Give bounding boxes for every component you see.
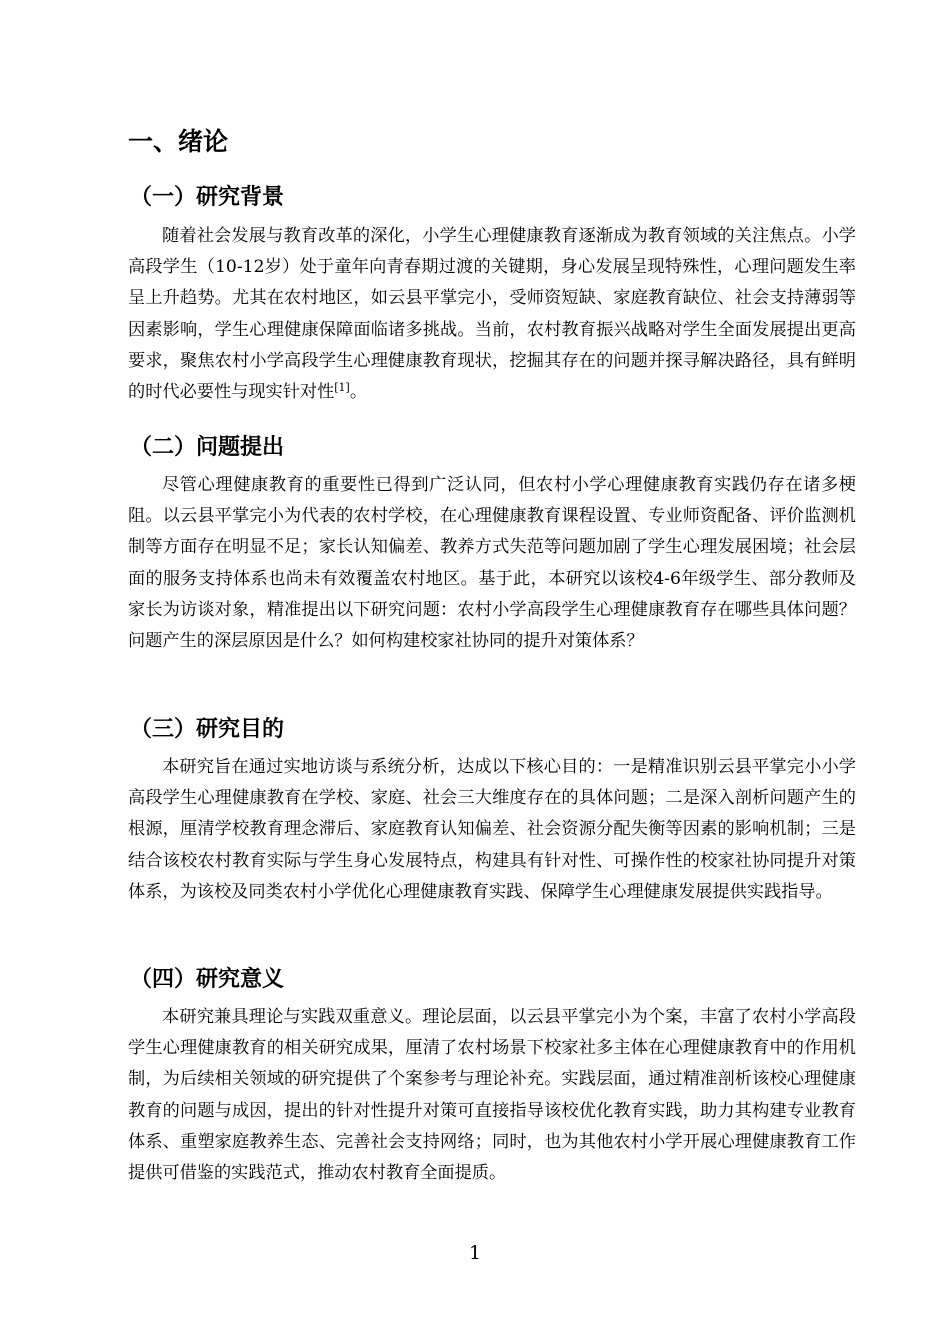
section-heading-problem: （二）问题提出 <box>130 435 285 460</box>
paragraph-end: 。 <box>349 382 368 403</box>
section-paragraph-purpose: 本研究旨在通过实地访谈与系统分析，达成以下核心目的：一是精准识别云县平掌完小小学高段学生心理健康教育在学校、家庭、社会三大维度存在的具体问题；二是深入剖析问题产生的根源，厘清学校教育理念滞后、家庭教育认知偏差、社会资源分配失衡等因素的影响机制；三是结合该校农村教育实际与学生身心发展特点，构建具有针对性、可操作性的校家社协同提升对策体系，为该校及同类农村小学优化心理健康教育实践、保障学生心理健康发展提供实践指导。 <box>128 757 856 902</box>
section-paragraph-background <box>128 221 856 408</box>
citation-marker: [1] <box>334 381 350 395</box>
section-heading-purpose: （三）研究目的 <box>130 717 285 742</box>
page-number: 1 <box>468 1242 482 1264</box>
section-heading-significance: （四）研究意义 <box>130 967 285 992</box>
section-paragraph-significance: 本研究兼具理论与实践双重意义。理论层面，以云县平掌完小为个案，丰富了农村小学高段学生心理健康教育的相关研究成果，厘清了农村场景下校家社多主体在心理健康教育中的作用机制，为后续相关领域的研究提供了个案参考与理论补充。实践层面，通过精准剖析该校心理健康教育的问题与成因，提出的针对性提升对策可直接指导该校优化教育实践，助力其构建专业教育体系、重塑家庭教养生态、完善社会支持网络；同时，也为其他农村小学开展心理健康教育工作提供可借鉴的实践范式，推动农村教育全面提质。 <box>128 1007 856 1184</box>
paragraph-text: 随着社会发展与教育改革的深化，小学生心理健康教育逐渐成为教育领域的关注焦点。小学高段学生（10-12岁）处于童年向青春期过渡的关键期，身心发展呈现特殊性，心理问题发生率呈上升趋势。尤其在农村地区，如云县平掌完小，受师资短缺、家庭教育缺位、社会支持薄弱等因素影响，学生心理健康保障面临诸多挑战。当前，农村教育振兴战略对学生全面发展提出更高要求，聚焦农村小学高段学生心理健康教育现状，挖掘其存在的问题并探寻解决路径，具有鲜明的时代必要性与现实针对性 <box>128 226 856 403</box>
section-paragraph-problem: 尽管心理健康教育的重要性已得到广泛认同，但农村小学心理健康教育实践仍存在诸多梗阻。以云县平掌完小为代表的农村学校，在心理健康教育课程设置、专业师资配备、评价监测机制等方面存在明显不足；家长认知偏差、教养方式失范等问题加剧了学生心理发展困境；社会层面的服务支持体系也尚未有效覆盖农村地区。基于此，本研究以该校4-6年级学生、部分教师及家长为访谈对象，精准提出以下研究问题：农村小学高段学生心理健康教育存在哪些具体问题？问题产生的深层原因是什么？如何构建校家社协同的提升对策体系？ <box>128 475 856 652</box>
chapter-title: 一、绪论 <box>128 127 229 156</box>
section-heading-background: （一）研究背景 <box>130 185 285 210</box>
